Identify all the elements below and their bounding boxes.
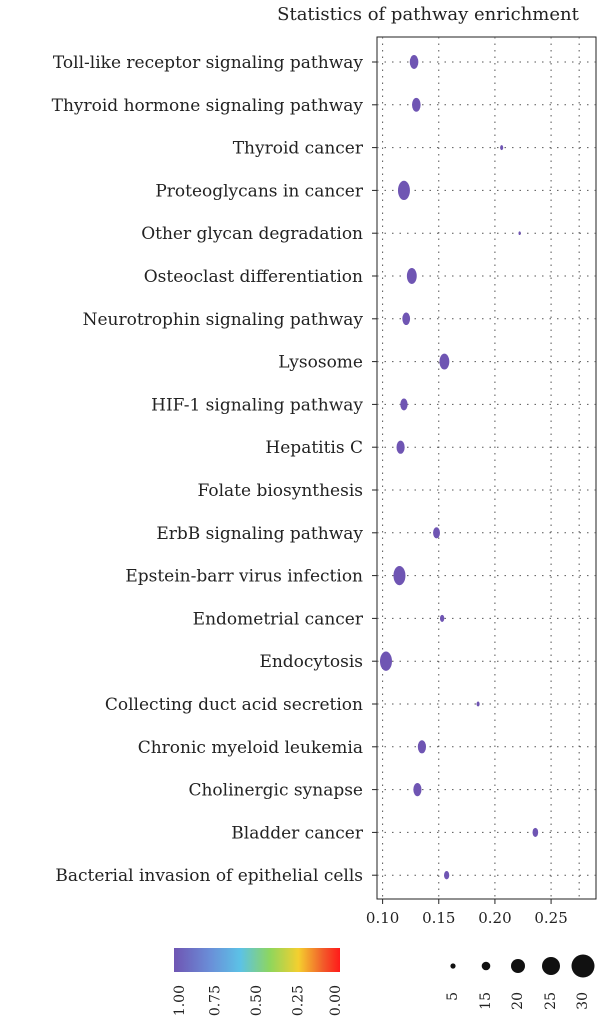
data-point [418, 740, 426, 753]
data-point [398, 181, 410, 200]
data-point [400, 398, 407, 410]
data-point [410, 55, 419, 69]
color-legend [172, 948, 344, 1016]
category-label: Endometrial cancer [192, 609, 363, 630]
color-legend-label: 0.00 [328, 985, 344, 1017]
data-points [380, 55, 538, 879]
x-axis [366, 899, 568, 927]
category-label: Hepatitis C [265, 438, 363, 459]
color-legend-label: 0.50 [249, 985, 265, 1017]
data-point [396, 441, 404, 454]
data-point [533, 828, 539, 837]
category-label: Toll-like receptor signaling pathway [52, 53, 363, 73]
size-legend-label: 30 [575, 992, 591, 1010]
category-label: Chronic myeloid leukemia [137, 737, 363, 758]
category-label: Other glycan degradation [141, 224, 363, 245]
color-legend-label: 1.00 [172, 985, 188, 1017]
data-point [500, 145, 503, 150]
category-label: Endocytosis [259, 652, 363, 673]
category-label: Thyroid cancer [232, 138, 363, 159]
data-point [439, 354, 449, 370]
color-legend-bar [174, 948, 340, 972]
category-label: Proteoglycans in cancer [155, 181, 363, 202]
data-point [407, 268, 417, 284]
size-legend-dot [572, 955, 595, 978]
size-legend-dot [482, 962, 491, 971]
x-tick-label: 0.10 [365, 909, 400, 927]
category-label: Osteoclast differentiation [143, 267, 363, 287]
data-point [380, 652, 392, 671]
data-point [444, 871, 449, 879]
data-point [518, 231, 520, 235]
size-legend-label: 5 [445, 992, 461, 1001]
category-axis [52, 53, 377, 886]
size-legend [445, 955, 595, 1010]
data-point [433, 527, 440, 538]
category-label: Cholinergic synapse [188, 780, 363, 801]
plot-frame [377, 37, 596, 899]
chart-title: Statistics of pathway enrichment [277, 4, 579, 25]
size-legend-label: 25 [543, 992, 559, 1010]
data-point [440, 615, 444, 622]
x-tick-label: 0.15 [422, 909, 456, 927]
grid [377, 37, 596, 899]
category-label: Neurotrophin signaling pathway [82, 309, 363, 330]
x-tick-label: 0.25 [534, 909, 568, 927]
size-legend-dot [450, 963, 455, 968]
color-legend-label: 0.75 [207, 985, 224, 1017]
data-point [393, 566, 405, 585]
category-label: Thyroid hormone signaling pathway [51, 95, 363, 116]
category-label: ErbB signaling pathway [156, 523, 363, 544]
data-point [402, 313, 410, 326]
category-label: Epstein-barr virus infection [125, 566, 363, 587]
data-point [413, 783, 421, 796]
color-legend-label: 0.25 [290, 985, 307, 1017]
category-label: HIF-1 signaling pathway [151, 395, 363, 416]
size-legend-dot [542, 957, 560, 975]
data-point [412, 98, 421, 112]
data-point [477, 701, 480, 706]
size-legend-dot [511, 959, 525, 973]
size-legend-label: 20 [510, 992, 526, 1010]
category-label: Lysosome [278, 352, 363, 373]
category-label: Collecting duct acid secretion [104, 695, 363, 715]
size-legend-label: 15 [478, 992, 494, 1010]
category-label: Bacterial invasion of epithelial cells [55, 866, 363, 887]
category-label: Folate biosynthesis [197, 481, 363, 501]
category-label: Bladder cancer [231, 823, 363, 844]
x-tick-label: 0.20 [478, 909, 512, 927]
